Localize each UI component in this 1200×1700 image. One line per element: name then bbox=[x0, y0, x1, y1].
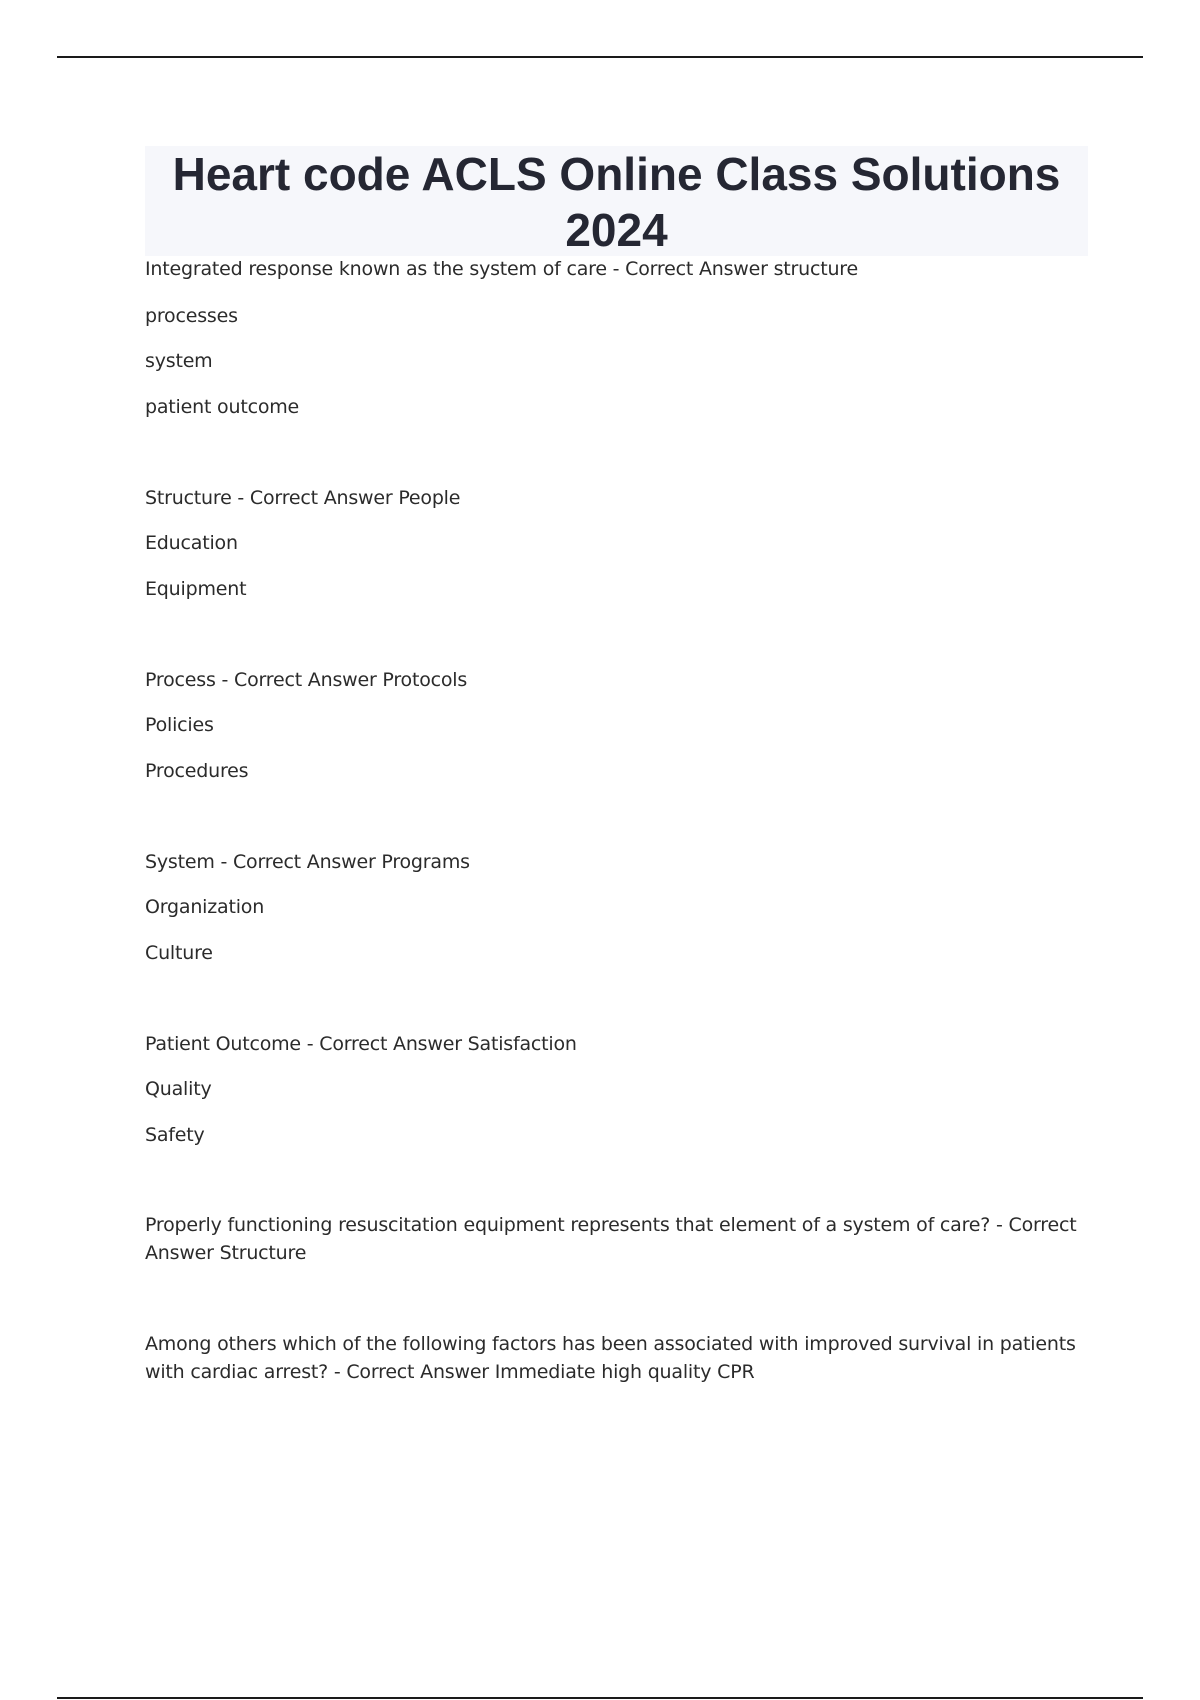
page-title: Heart code ACLS Online Class Solutions 2024 bbox=[172, 148, 1061, 256]
qa-line: Quality bbox=[145, 1078, 212, 1100]
qa-line: Culture bbox=[145, 942, 213, 964]
qa-line: Integrated response known as the system of care - Correct Answer structure bbox=[145, 258, 858, 280]
title-block bbox=[145, 146, 1088, 256]
qa-line: Patient Outcome - Correct Answer Satisfaction bbox=[145, 1033, 577, 1055]
qa-line: Safety bbox=[145, 1124, 205, 1146]
qa-line: Organization bbox=[145, 896, 265, 918]
bottom-rule bbox=[57, 1697, 1143, 1699]
qa-line: Equipment bbox=[145, 578, 247, 600]
qa-line: Properly functioning resuscitation equipment represents that element of a system of care? - Correct Answer Structure bbox=[145, 1214, 1077, 1264]
qa-line: processes bbox=[145, 305, 238, 327]
qa-line: patient outcome bbox=[145, 396, 300, 418]
qa-line: Among others which of the following factors has been associated with improved survival in patients with cardiac arrest? - Correct Answer Immediate high quality CPR bbox=[145, 1333, 1076, 1383]
qa-line: Policies bbox=[145, 714, 214, 736]
qa-line: Structure - Correct Answer People bbox=[145, 487, 461, 509]
qa-line: System - Correct Answer Programs bbox=[145, 851, 470, 873]
qa-line: Process - Correct Answer Protocols bbox=[145, 669, 468, 691]
qa-line: Education bbox=[145, 532, 238, 554]
qa-line: system bbox=[145, 350, 213, 372]
qa-line: Procedures bbox=[145, 760, 249, 782]
top-rule bbox=[57, 56, 1143, 58]
